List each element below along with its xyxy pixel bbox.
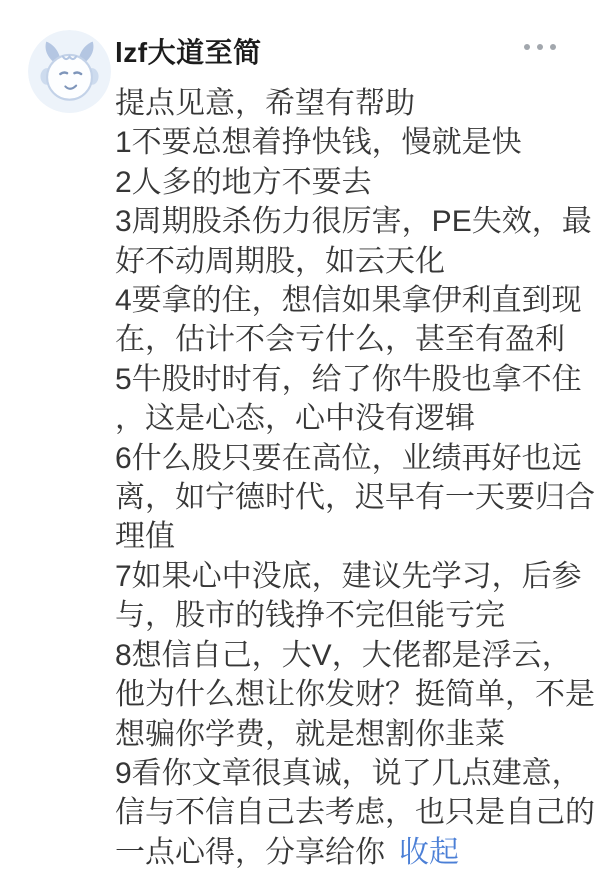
text-line-content: 6什么股只要在高位，业绩再好也远: [115, 441, 582, 475]
text-line-content: 9看你文章很真诚，说了几点建意，: [115, 756, 582, 790]
text-line-content: 5牛股时时有，给了你牛股也拿不住: [115, 362, 582, 396]
text-line: [115, 636, 576, 675]
text-line-content: 理值: [115, 520, 175, 554]
text-line-content: 在，估计不会亏什么，甚至有盈利: [115, 323, 565, 357]
text-line-content: 提点见意，希望有帮助: [115, 87, 415, 120]
text-line: [115, 517, 576, 556]
text-line-content: 信与不信自己去考虑，也只是自己的: [115, 796, 595, 830]
post-body: [115, 0, 600, 872]
text-line: [115, 84, 576, 123]
text-line: [115, 675, 595, 714]
text-line: [115, 281, 582, 320]
text-line-content: 4要拿的住，想信如果拿伊利直到现: [115, 284, 582, 318]
text-line-content: 好不动周期股，如云天化: [115, 244, 445, 278]
text-line-content: 想骗你学费，就是想割你韭菜: [115, 717, 505, 751]
text-line: [115, 754, 582, 793]
text-line: [115, 557, 582, 596]
text-line: [115, 360, 582, 399]
username[interactable]: lzf大道至简: [115, 37, 262, 68]
text-line: [115, 596, 576, 635]
more-horizontal-icon: [524, 44, 530, 50]
bull-face-icon: [28, 30, 111, 113]
text-line: [115, 242, 576, 281]
text-line: [115, 793, 595, 832]
text-line: [115, 833, 576, 872]
text-line: [115, 202, 592, 241]
more-menu-button[interactable]: [518, 38, 562, 56]
text-line: [115, 478, 595, 517]
text-line-content: 一点心得，分享给你: [115, 835, 385, 869]
text-line-content: 7如果心中没底，建议先学习，后参: [115, 559, 582, 593]
text-line-content: 离，如宁德时代，迟早有一天要归合: [115, 481, 595, 515]
text-line-content: 8想信自己，大V，大佬都是浮云，: [115, 638, 572, 672]
more-horizontal-icon: [550, 44, 556, 50]
text-line-content: 他为什么想让你发财？挺简单，不是: [115, 678, 595, 712]
text-line: [115, 399, 576, 438]
text-line-content: 1不要总想着挣快钱，慢就是快: [115, 126, 522, 160]
comment-text: [115, 84, 595, 872]
text-line-content: 与，股市的钱挣不完但能亏完: [115, 599, 505, 633]
text-line: [115, 123, 576, 162]
text-line-content: ，这是心态，心中没有逻辑: [115, 402, 475, 436]
text-line: [115, 439, 582, 478]
more-horizontal-icon: [537, 44, 543, 50]
user-avatar[interactable]: [28, 30, 111, 113]
text-line: [115, 320, 576, 359]
collapse-link[interactable]: 收起: [399, 835, 459, 869]
text-line: [115, 163, 576, 202]
text-line: [115, 715, 576, 754]
text-line-content: 3周期股杀伤力很厉害，PE失效，最: [115, 205, 592, 239]
text-line-content: 2人多的地方不要去: [115, 165, 372, 199]
